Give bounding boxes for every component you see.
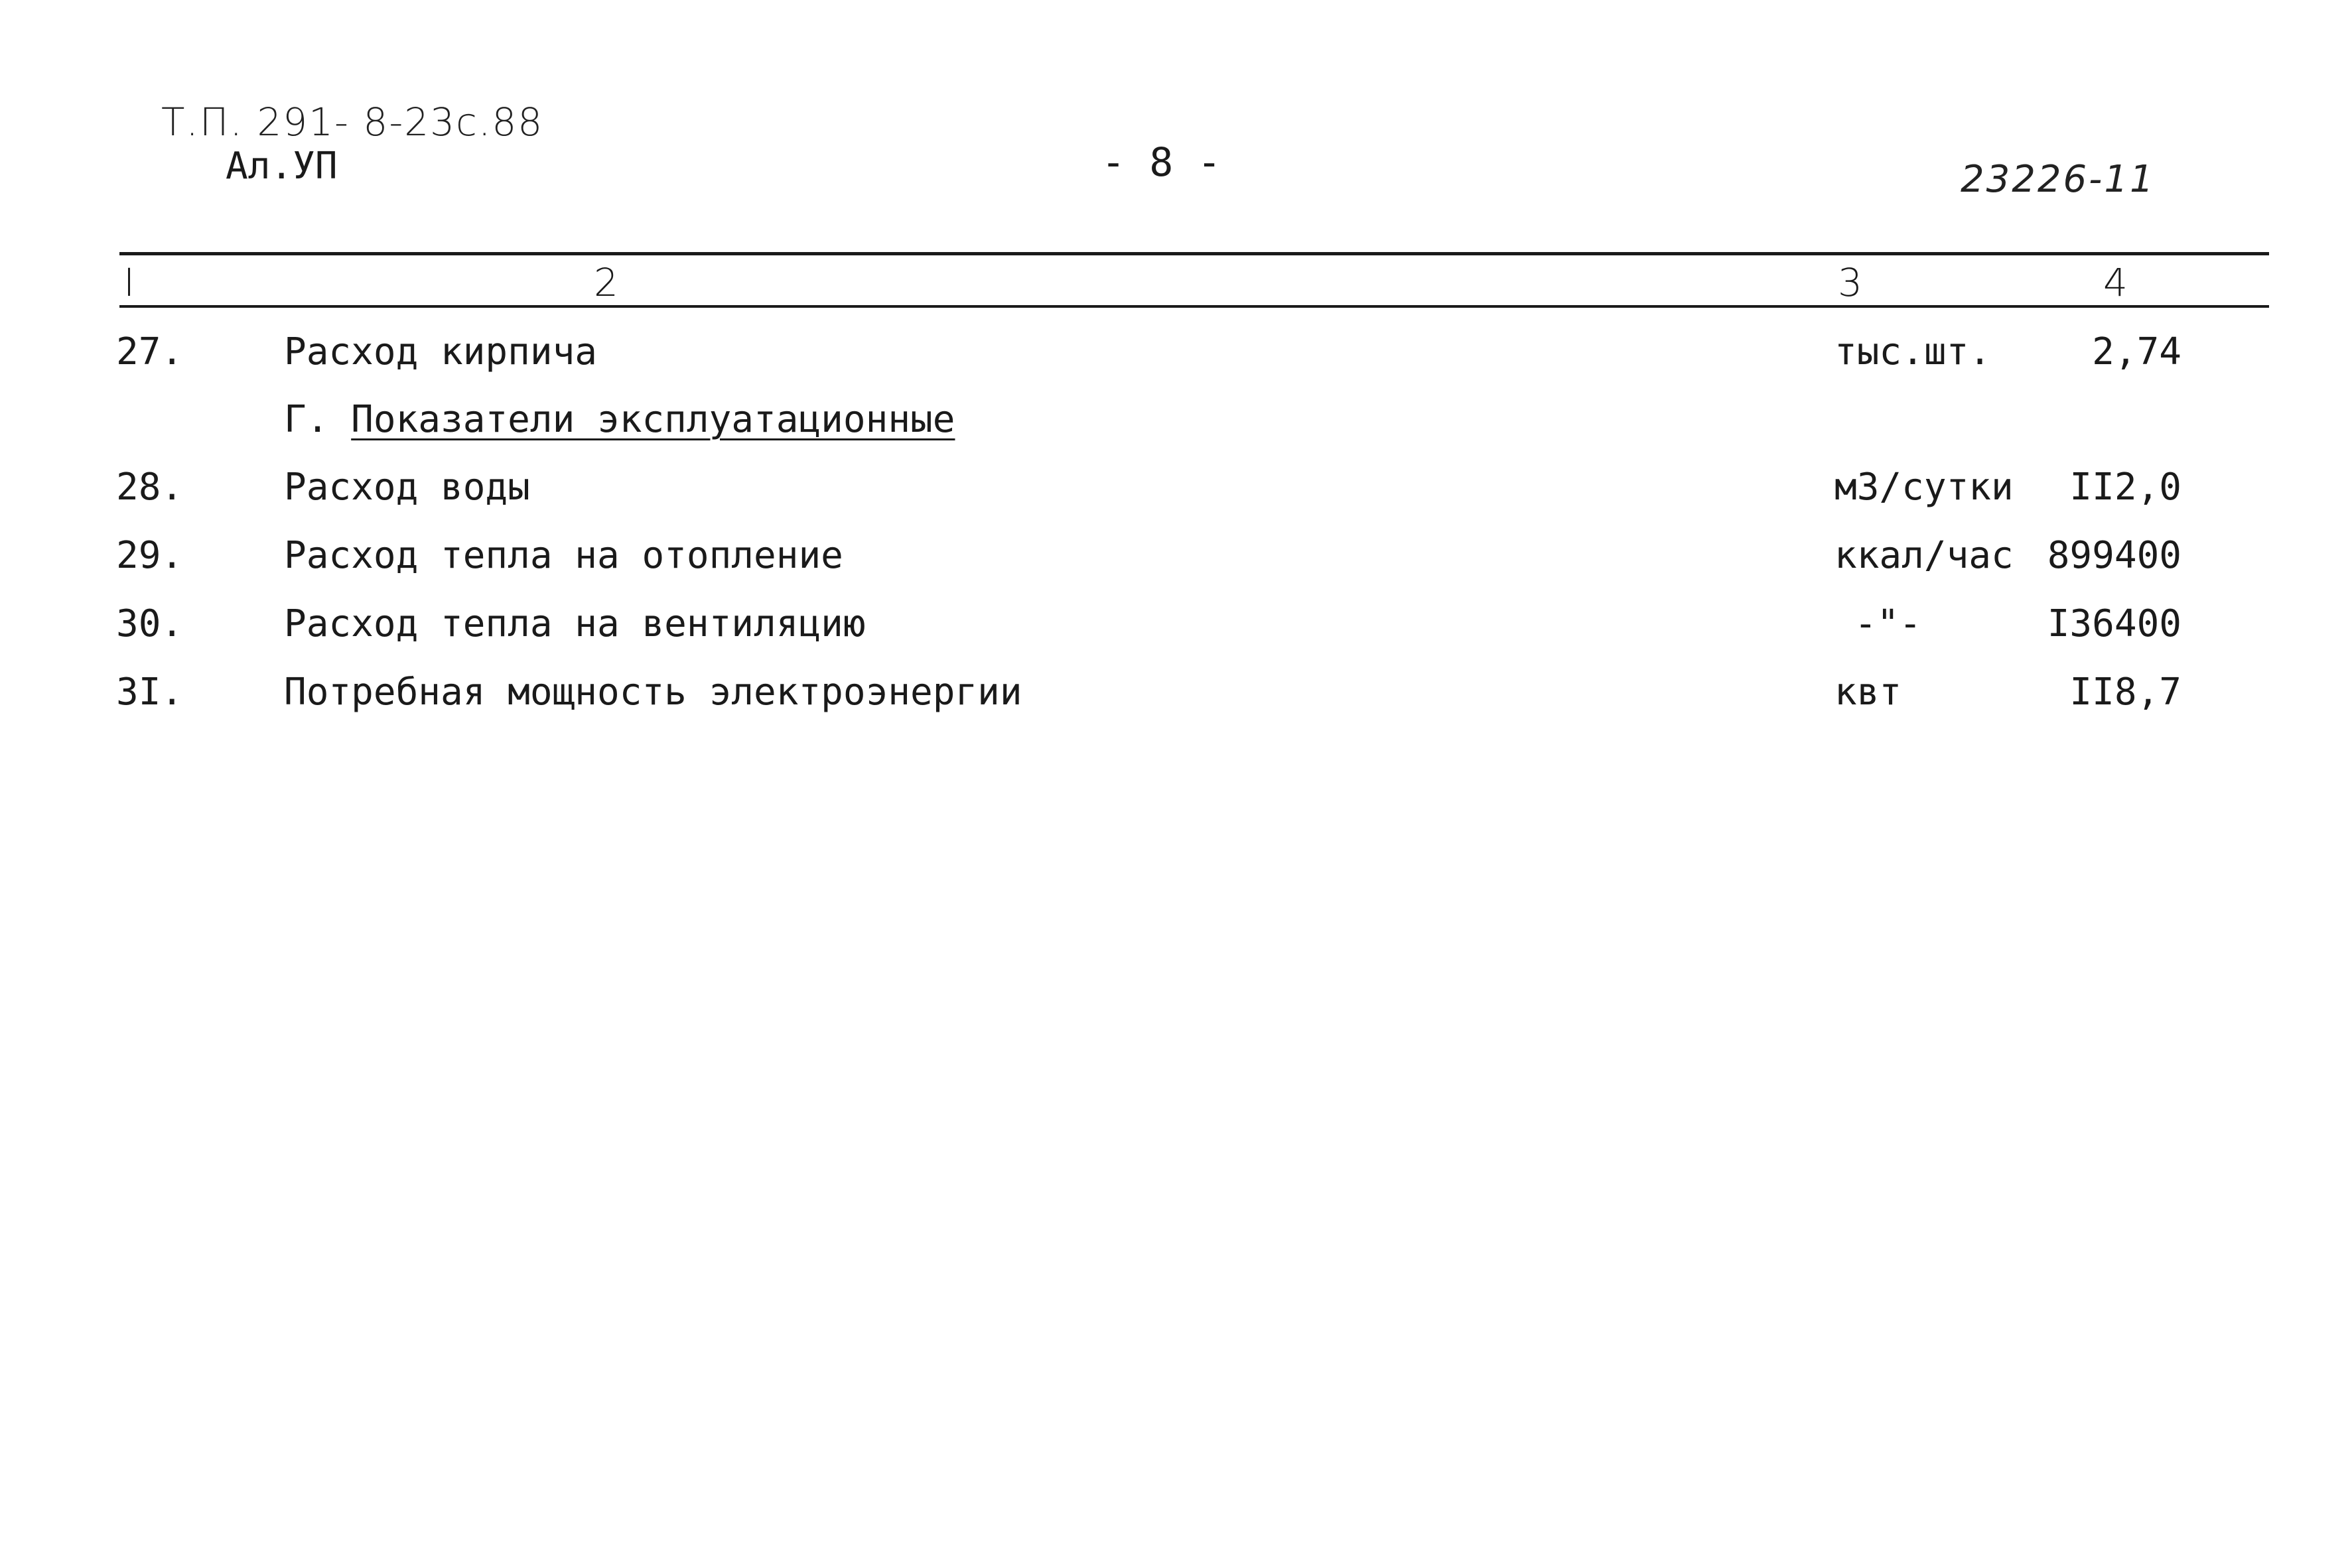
row-value: I36400	[2047, 602, 2181, 645]
column-number-2: 2	[594, 260, 618, 305]
table-row	[0, 602, 2352, 662]
row-value: II8,7	[2069, 671, 2181, 714]
row-name: Расход тепла на вентиляцию	[284, 602, 866, 645]
row-value: II2,0	[2069, 466, 2181, 509]
row-value: 2,74	[2092, 330, 2181, 373]
row-name: Потребная мощность электроэнергии	[284, 671, 1022, 714]
row-unit: м3/сутки	[1834, 466, 2014, 509]
table-top-rule	[119, 252, 2269, 255]
row-number: 3I.	[116, 671, 184, 714]
table-row	[0, 671, 2352, 730]
table-header-rule	[119, 305, 2269, 308]
row-unit: квт	[1834, 671, 1902, 714]
row-value: 899400	[2047, 534, 2181, 577]
row-unit: ккал/час	[1834, 534, 2014, 577]
column-number-4: 4	[2103, 260, 2128, 305]
page-number: - 8 -	[1101, 139, 1221, 186]
column-number-1: I	[123, 260, 135, 305]
stamp-number: 23226-11	[1961, 158, 2156, 201]
section-heading	[284, 398, 955, 441]
row-unit: тыс.шт.	[1834, 330, 1992, 373]
row-name: Расход кирпича	[284, 330, 598, 373]
column-number-3: 3	[1838, 260, 1862, 305]
row-number: 27.	[116, 330, 184, 373]
row-name: Расход воды	[284, 466, 530, 509]
row-number: 30.	[116, 602, 184, 645]
album-label: Ал.УП	[226, 145, 338, 188]
row-unit: -"-	[1854, 602, 1922, 645]
document-code: Т.П. 291- 8-23с.88	[161, 99, 544, 145]
table-row	[0, 330, 2352, 390]
row-number: 29.	[116, 534, 184, 577]
section-title: Показатели эксплуатационные	[351, 398, 955, 441]
row-name: Расход тепла на отопление	[284, 534, 843, 577]
row-number: 28.	[116, 466, 184, 509]
table-row	[0, 534, 2352, 594]
table-row	[0, 466, 2352, 525]
section-letter: Г.	[284, 398, 329, 441]
